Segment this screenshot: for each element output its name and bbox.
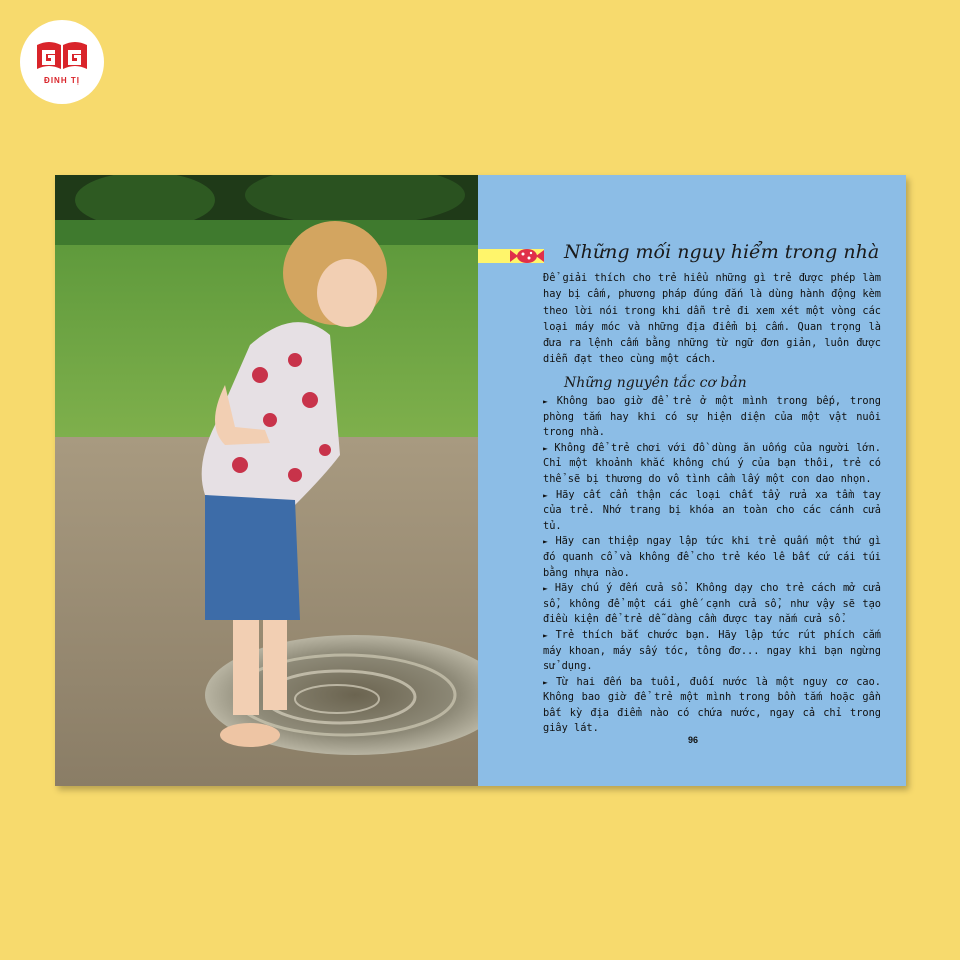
bullet-icon: ► xyxy=(543,490,548,500)
candy-icon xyxy=(510,247,544,265)
list-item: ► Không để trẻ chơi với đồ dùng ăn uống của người lớn. Chỉ một khoảnh khắc không chú ý của bạn thôi, trẻ có thể sẽ bị thương do vô tình cầm lấy một con dao nhọn. xyxy=(543,441,881,485)
book-spread xyxy=(55,175,906,786)
section-subtitle: Những nguyên tắc cơ bản xyxy=(564,375,747,391)
rules-list xyxy=(543,394,881,737)
page-title: Những mối nguy hiểm trong nhà xyxy=(564,241,880,263)
intro-paragraph: Để giải thích cho trẻ hiểu những gì trẻ được phép làm hay bị cấm, phương pháp đúng đắn là dùng hành động kèm theo lời nói trong khi dẫn trẻ đi xem xét một vòng các loại máy móc và những địa điểm bị cấm. Quan trọng là đưa ra lệnh cấm bằng những từ ngữ đơn giản, luôn được diễn đạt theo cùng một cách. xyxy=(543,272,881,366)
publisher-logo xyxy=(20,20,104,104)
publisher-logo-mark xyxy=(33,39,91,75)
list-item: ► Hãy can thiệp ngay lập tức khi trẻ quấn một thứ gì đó quanh cổ và không để cho trẻ kéo lê bất cứ cái túi bằng nhựa nào. xyxy=(543,535,881,579)
list-item: ► Trẻ thích bắt chước bạn. Hãy lập tức rút phích cắm máy khoan, máy sấy tóc, tông đơ... ngay khi bạn ngừng sử dụng. xyxy=(543,628,881,673)
text-page xyxy=(478,175,906,786)
bullet-icon: ► xyxy=(543,397,548,406)
bullet-icon: ► xyxy=(543,443,548,453)
list-item: ► Hãy cất cẩn thận các loại chất tẩy rửa xa tầm tay của trẻ. Nhớ trang bị khóa an toàn cho các cánh cửa tủ. xyxy=(543,488,882,532)
bullet-icon: ► xyxy=(543,677,548,687)
bullet-icon: ► xyxy=(543,584,548,594)
list-item: ► Từ hai đến ba tuổi, đuối nước là một nguy cơ cao. Không bao giờ để trẻ một mình trong bồn tắm hoặc gần bất kỳ địa điểm nào có chứa nước, ngay cả chỉ trong giây lát. xyxy=(543,675,882,735)
list-item: ► Không bao giờ để trẻ ở một mình trong bếp, trong phòng tắm hay khi có sự hiện diện của một vật nuôi trong nhà. xyxy=(543,395,881,439)
bullet-icon: ► xyxy=(543,537,548,547)
publisher-logo-text: ĐINH TỊ xyxy=(44,76,80,85)
bullet-icon: ► xyxy=(543,630,548,640)
child-in-puddle-photo xyxy=(55,175,478,786)
list-item: ► Hãy chú ý đến cửa sổ. Không dạy cho trẻ cách mở cửa sổ, không để một cái ghế cạnh cửa sổ, như vậy sẽ tạo điều kiện để trẻ dễ dàng cầm được tay nắm cửa sổ. xyxy=(543,582,881,626)
page-number: 96 xyxy=(687,735,698,745)
